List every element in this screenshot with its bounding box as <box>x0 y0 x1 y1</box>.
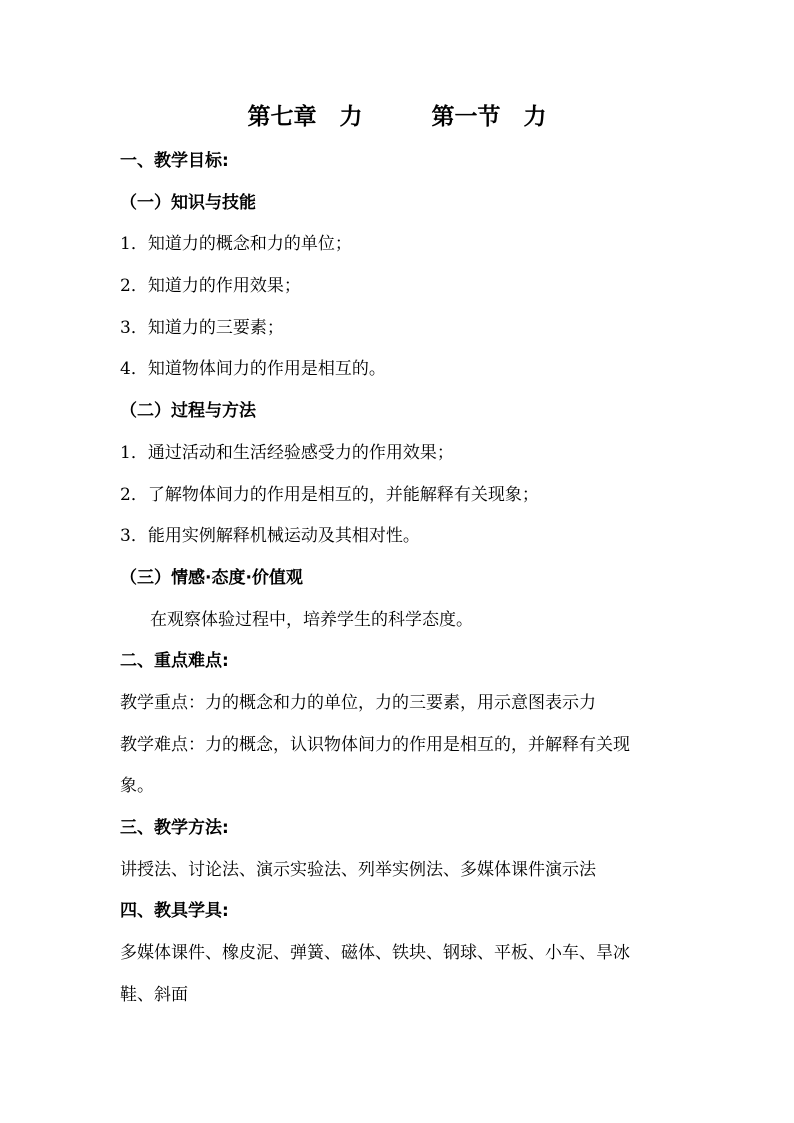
list-item: 1．通过活动和生活经验感受力的作用效果； <box>120 442 454 463</box>
section-heading-objectives: 一、教学目标: <box>120 151 229 171</box>
section-heading-key-points: 二、重点难点: <box>120 651 229 672</box>
paragraph-focus: 教学重点：力的概念和力的单位，力的三要素，用示意图表示力 <box>120 692 596 713</box>
list-item: 2．了解物体间力的作用是相互的，并能解释有关现象； <box>120 484 539 505</box>
subsection-heading-emotion: （三）情感·态度·价值观 <box>120 567 303 588</box>
paragraph-methods: 讲授法、讨论法、演示实验法、列举实例法、多媒体课件演示法 <box>120 859 596 880</box>
page-title: 第七章 力 第一节 力 <box>247 104 547 130</box>
document-body <box>120 146 680 1021</box>
section-heading-methods: 三、教学方法: <box>120 818 229 838</box>
list-item: 2．知道力的作用效果； <box>120 276 301 297</box>
subsection-heading-knowledge: （一）知识与技能 <box>120 192 256 213</box>
subsection-heading-process: （二）过程与方法 <box>120 401 256 422</box>
list-item: 3．知道力的三要素； <box>120 317 284 338</box>
list-item: 3．能用实例解释机械运动及其相对性。 <box>120 526 420 547</box>
list-item: 1．知道力的概念和力的单位； <box>120 234 352 255</box>
section-heading-tools: 四、教具学具: <box>120 901 229 922</box>
paragraph-difficulty-line2: 象。 <box>120 776 154 797</box>
paragraph-tools-line1: 多媒体课件、橡皮泥、弹簧、磁体、铁块、钢球、平板、小车、旱冰 <box>120 943 630 964</box>
list-item: 4．知道物体间力的作用是相互的。 <box>120 359 386 380</box>
paragraph-emotion: 在观察体验过程中，培养学生的科学态度。 <box>150 609 473 630</box>
paragraph-difficulty-line1: 教学难点：力的概念，认识物体间力的作用是相互的，并解释有关现 <box>120 734 630 755</box>
paragraph-tools-line2: 鞋、斜面 <box>120 984 188 1005</box>
